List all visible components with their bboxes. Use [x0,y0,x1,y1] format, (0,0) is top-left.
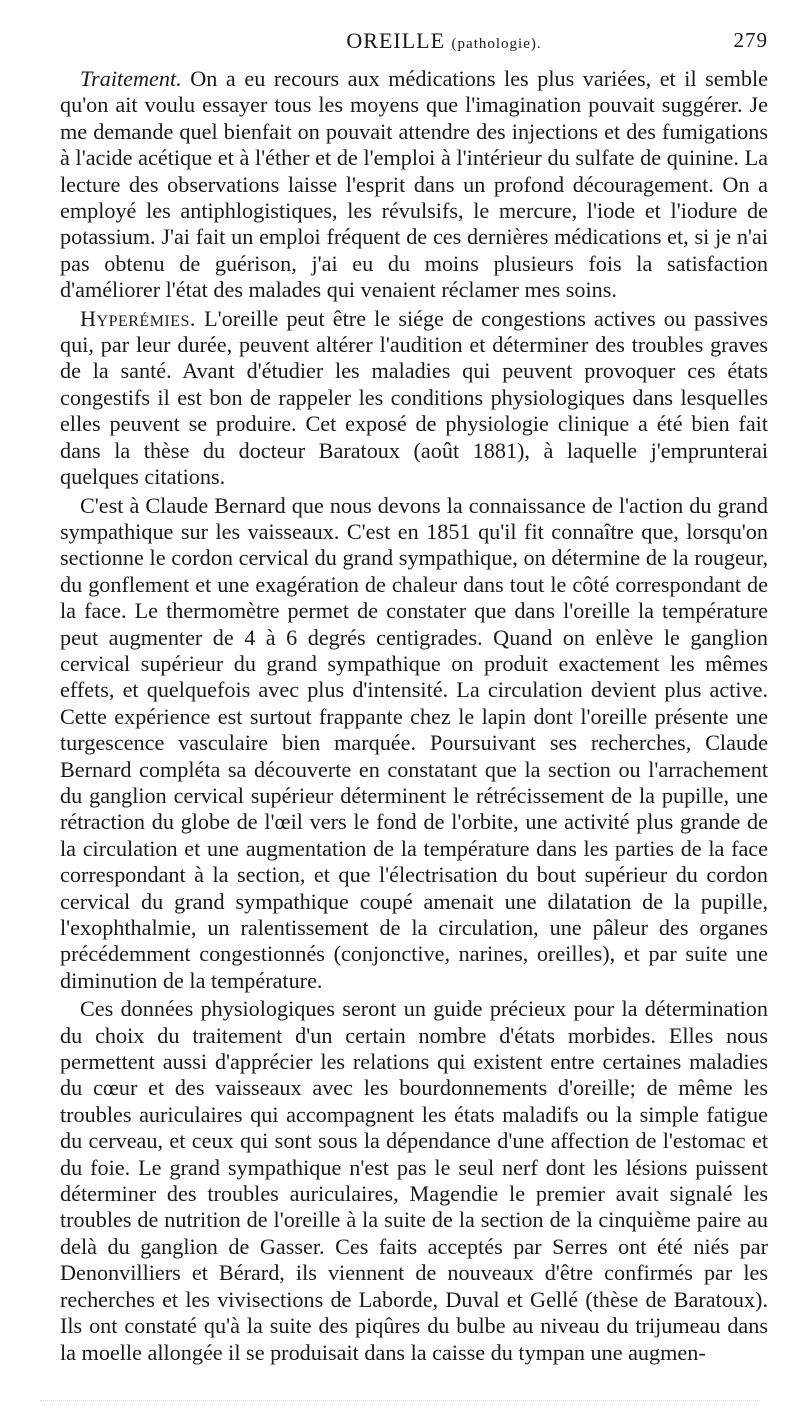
paragraph-donnees-physiologiques [60,996,768,1366]
paragraph-text: L'oreille peut être le siége de congestions actives ou passives qui, par leur durée, peuvent altérer l'audition et déterminer des troubles graves de la santé. Avant d'étudier les maladies qui peuvent provoquer ces états congestifs il est bon de rappeler les conditions physiologiques dans lesquelles elles peuvent se produire. Cet exposé de physiologie clinique a été bien fait dans la thèse du docteur Baratoux (août 1881), à laquelle j'emprunterai quelques citations. [60,305,769,490]
page-bottom-noise [40,1390,760,1401]
running-title [346,28,541,54]
paragraph-text: On a eu recours aux médications les plus variées, et il semble qu'on ait voulu essayer tous les moyens que l'imagination pouvait suggérer. Je me demande quel bienfait on pouvait attendre des injections et des fumigations à l'acide acétique et à l'éther et de l'emploi à l'intérieur du sulfate de quinine. La lecture des observations laisse l'esprit dans un profond découragement. On a employé les antiphlogistiques, les révulsifs, le mercure, l'iode et l'iodure de potassium. J'ai fait un emploi fréquent de ces dernières médications et, si je n'ai pas obtenu de guérison, j'ai eu du moins plusieurs fois la satisfaction d'améliorer l'état des malades qui venaient réclamer mes soins. [60,66,769,303]
paragraph-text: Ces données physiologiques seront un guide précieux pour la détermination du choix du traitement d'un certain nombre d'états morbides. Elles nous permettent aussi d'apprécier les relations qui existent entre certaines maladies du cœur et des vaisseaux avec les bourdonnements d'oreille; de même les troubles auriculaires qui accompagnent les états maladifs ou la simple fatigue du cerveau, et ceux qui sont sous la dépendance d'une affection de l'estomac et du foie. Le grand sympathique n'est pas le seul nerf dont les lésions puissent déterminer des troubles auriculaires, Magendie le premier avait signalé les troubles de nutrition de l'oreille à la suite de la section de la cinquième paire au delà du ganglion de Gasser. Ces faits acceptés par Serres ont été niés par Denonvilliers et Bérard, ils viennent de nouveaux d'être confirmés par les recherches et les vivisections de Laborde, Duval et Gellé (thèse de Baratoux). Ils ont constaté qu'à la suite des piqûres du bulbe au niveau du trijumeau dans la moelle allongée il se produisait dans la caisse du tympan une augmen- [60,996,768,1365]
paragraph-hyperemies [60,306,768,491]
paragraph-text: C'est à Claude Bernard que nous devons la connaissance de l'action du grand sympathique sur les vaisseaux. C'est en 1851 qu'il fit connaître que, lorsqu'on sectionne le cordon cervical du grand sympathique, on détermine de la rougeur, du gonflement et une exagération de chaleur dans tout le côté correspondant de la face. Le thermomètre permet de constater que dans l'oreille la température peut augmenter de 4 à 6 degrés centigrades. Quand on enlève le ganglion cervical supérieur du grand sympathique on produit exactement les mêmes effets, et quelquefois avec plus d'intensité. La circulation devient plus active. Cette expérience est surtout frappante chez le lapin dont l'oreille présente une turgescence vasculaire bien marquée. Poursuivant ses recherches, Claude Bernard compléta sa découverte en constatant que la section ou l'arrachement du ganglion cervical supérieur déterminent le rétrécissement de la pupille, une rétraction du globe de l'œil vers le fond de l'orbite, une activité plus grande de la circulation et une augmentation de la température dans les parties de la face correspondant à la section, et que l'électrisation du bout supérieur du cordon cervical du grand sympathique coupé amenait une dilatation de la pupille, l'exophthalmie, un ralentissement de la circulation, une pâleur des organes précédemment congestionnés (conjonctive, narines, oreilles), et par suite une diminution de la température. [60,492,768,993]
page-number: 279 [733,28,768,52]
paragraph-claude-bernard [60,493,768,995]
running-title-sub: (pathologie). [451,36,542,52]
paragraph-traitement [60,66,768,304]
running-title-main: OREILLE [346,28,446,53]
section-lead-traitement: Traitement. [80,66,182,91]
section-lead-hyperemies: Hyperémies. [80,305,196,331]
body-text [60,66,768,1366]
running-head [60,28,768,62]
